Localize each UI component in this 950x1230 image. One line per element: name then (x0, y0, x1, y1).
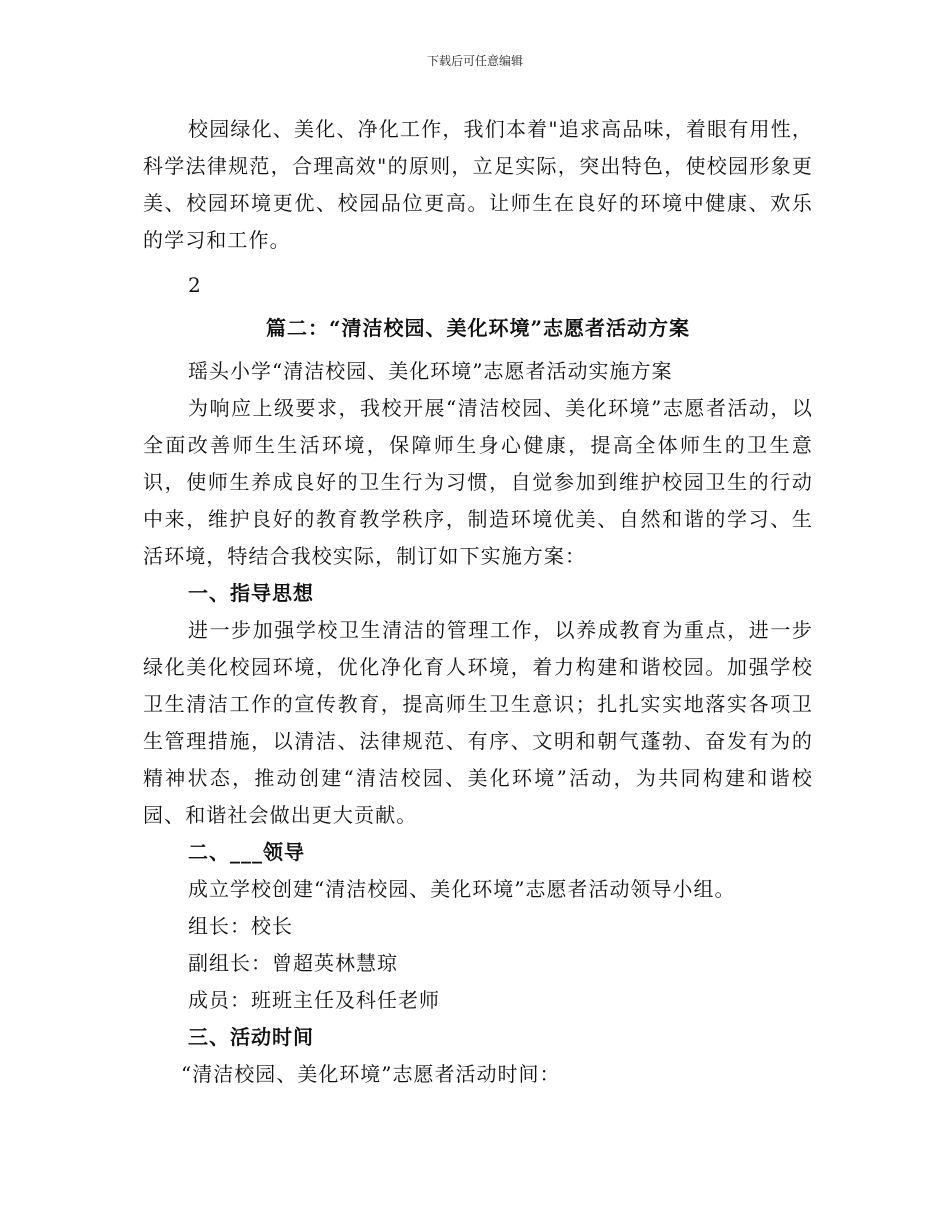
page-number-marker: 2 (188, 273, 201, 297)
intro-paragraph: 校园绿化、美化、净化工作，我们本着"追求高品味，着眼有用性，科学法律规范，合理高效"的原则，立足实际，突出特色，使校园形象更美、校园环境更优、校园品位更高。让师生在良好的环境中健康、欢乐的学习和工作。 (143, 117, 813, 252)
section-heading-leadership: 二、___领导 (188, 840, 305, 864)
chapter-subtitle: 瑶头小学“清洁校园、美化环境”志愿者活动实施方案 (188, 359, 673, 383)
section-body-activity-time: “清洁校园、美化环境”志愿者活动时间： (181, 1062, 561, 1086)
chapter-title: 篇二：“清洁校园、美化环境”志愿者活动方案 (265, 316, 690, 340)
leader-line: 组长：校长 (188, 914, 293, 938)
section-body-guiding-ideology: 进一步加强学校卫生清洁的管理工作，以养成教育为重点，进一步绿化美化校园环境，优化净化育人环境，着力构建和谐校园。加强学校卫生清洁工作的宣传教育，提高师生卫生意识；扎扎实实地落实各项卫生管理措施，以清洁、法律规范、有序、文明和朝气蓬勃、奋发有为的精神状态，推动创建“清洁校园、美化环境”活动，为共同构建和谐校园、和谐社会做出更大贡献。 (143, 618, 813, 827)
section-heading-guiding-ideology: 一、指导思想 (188, 581, 314, 605)
page-header: 下载后可任意编辑 (426, 54, 523, 68)
deputy-leader-line: 副组长：曾超英林慧琼 (188, 951, 398, 975)
members-line: 成员：班班主任及科任老师 (188, 988, 440, 1012)
section-body-leadership: 成立学校创建“清洁校园、美化环境”志愿者活动领导小组。 (188, 877, 736, 901)
section-heading-activity-time: 三、活动时间 (188, 1025, 314, 1049)
document-body (143, 111, 813, 1093)
preface-paragraph: 为响应上级要求，我校开展“清洁校园、美化环境”志愿者活动，以全面改善师生生活环境，保障师生身心健康，提高全体师生的卫生意识，使师生养成良好的卫生行为习惯，自觉参加到维护校园卫生的行动中来，维护良好的教育教学秩序，制造环境优美、自然和谐的学习、生活环境，特结合我校实际，制订如下实施方案： (143, 396, 813, 568)
